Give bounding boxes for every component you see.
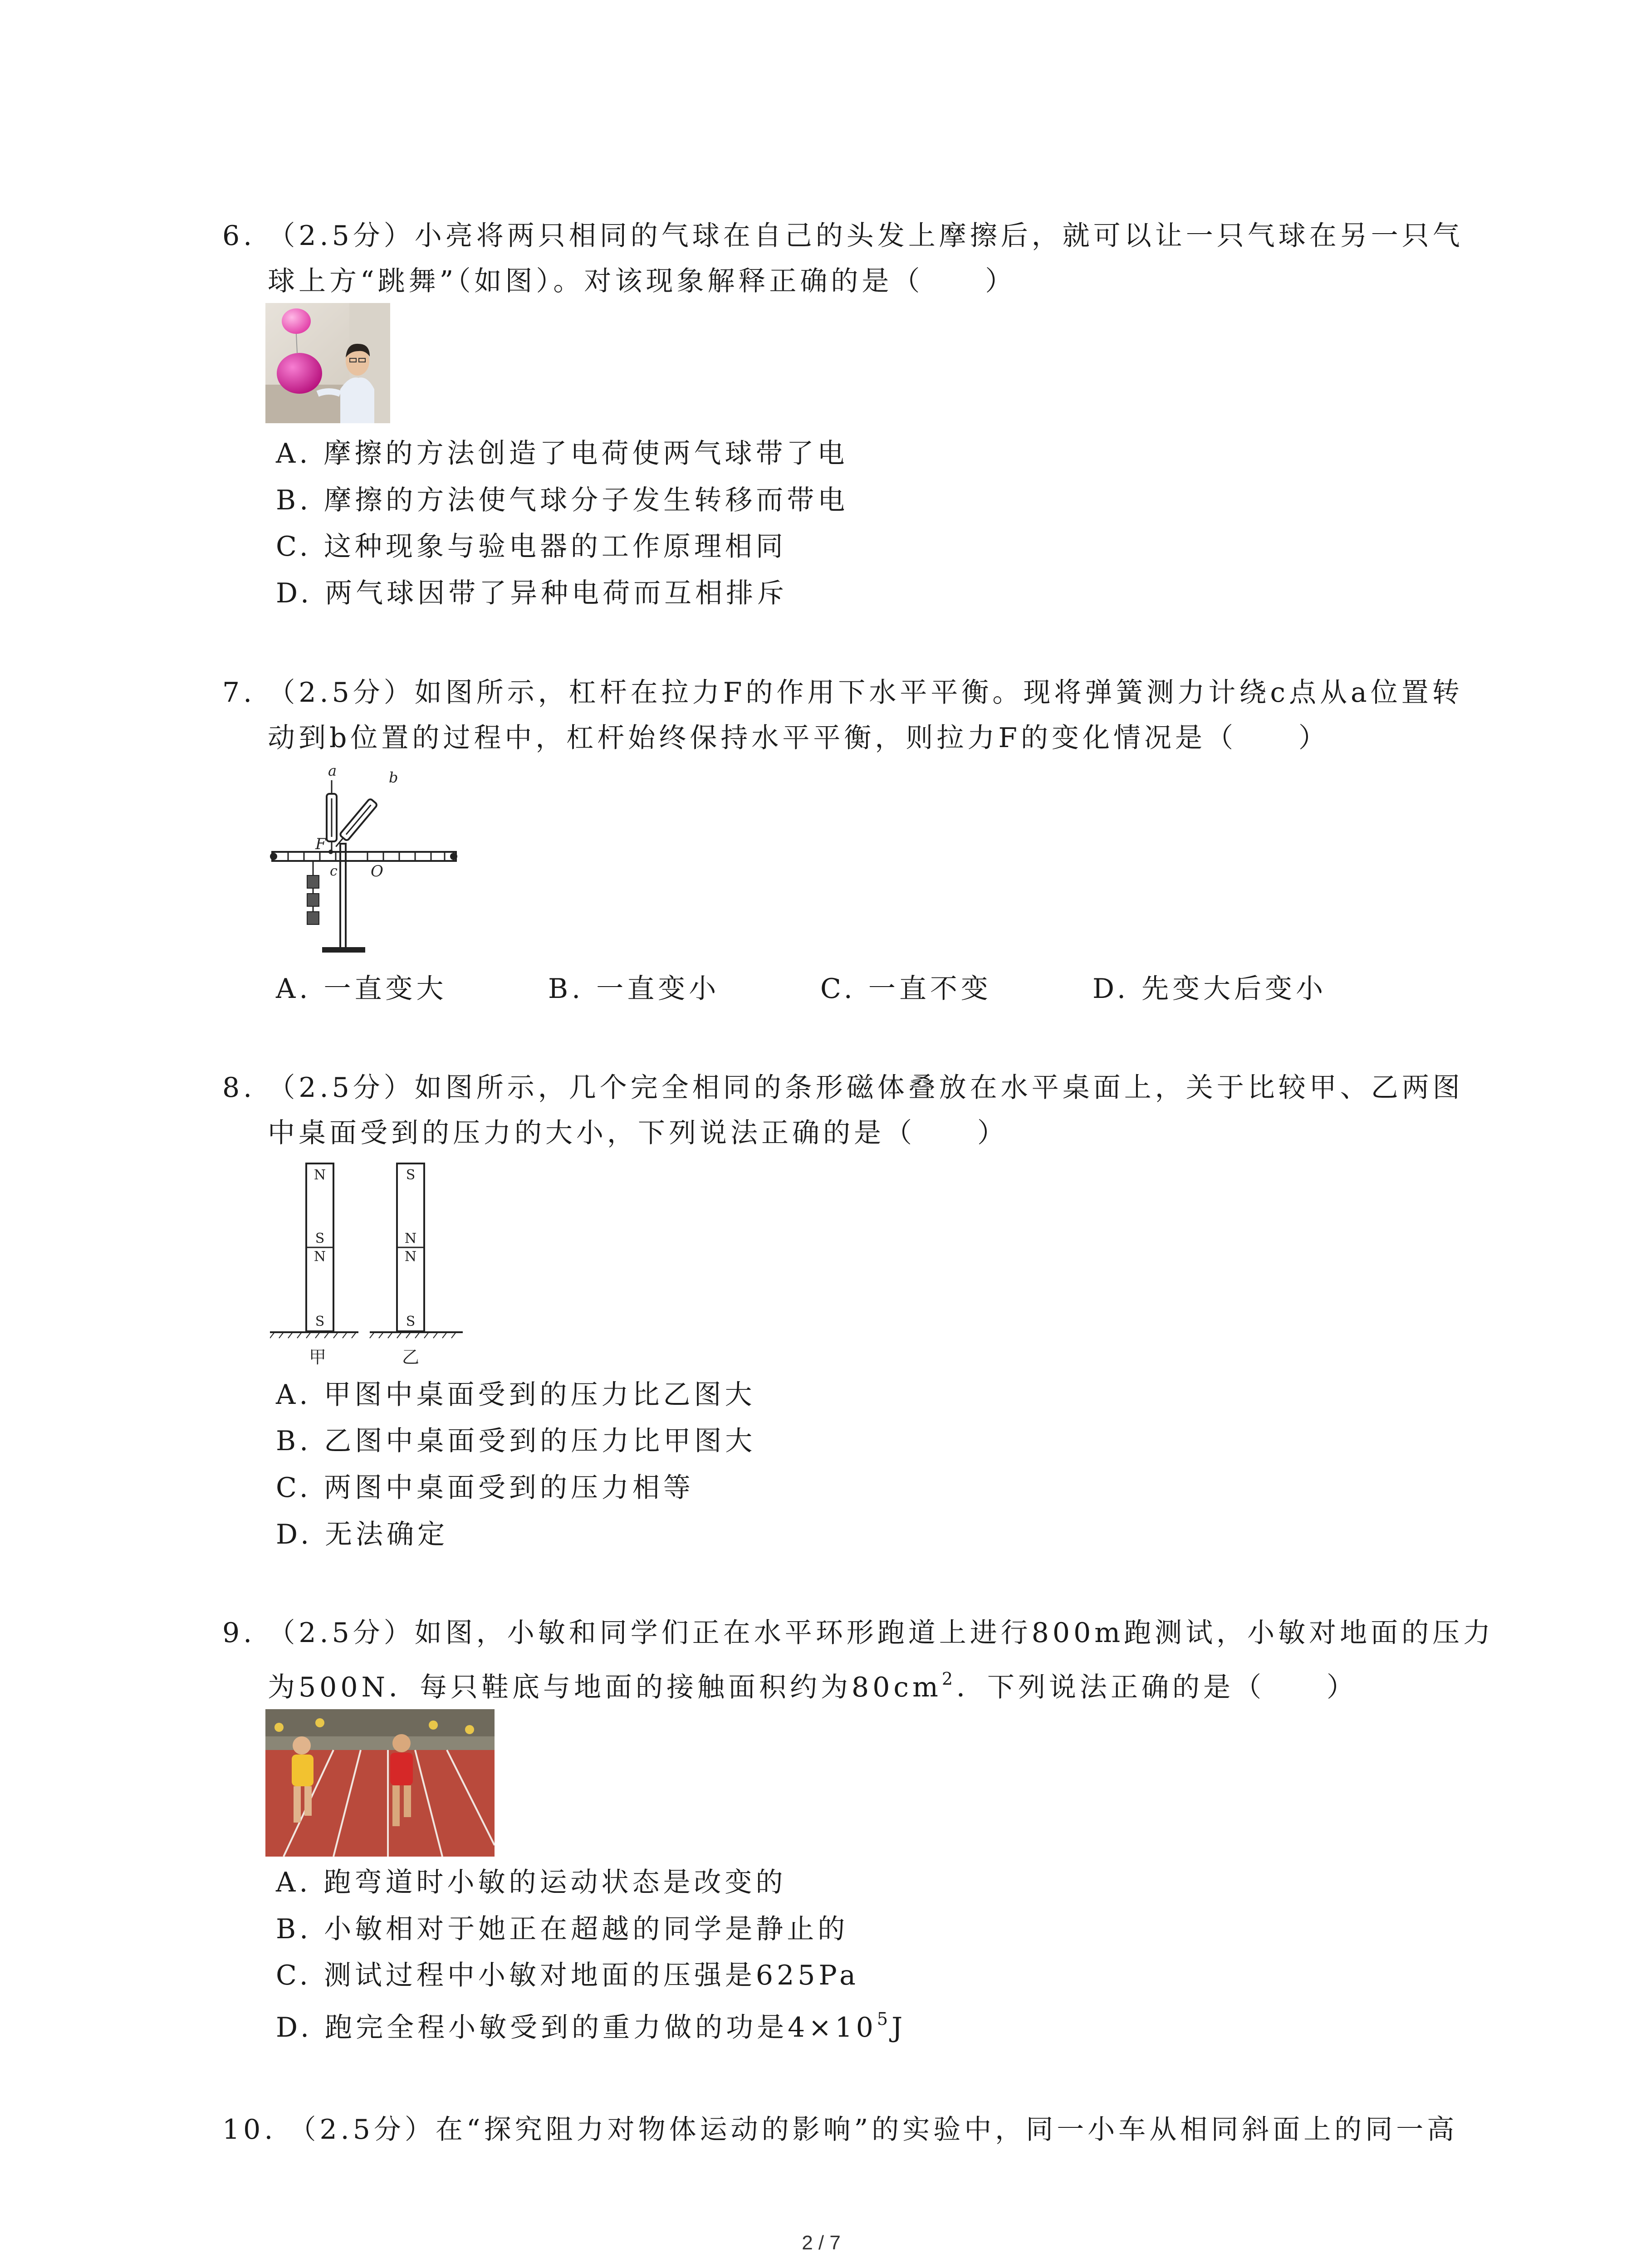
q8-stem-line1: 8. （2.5分）如图所示，几个完全相同的条形磁体叠放在水平桌面上，关于比较甲、乙两图 bbox=[222, 1072, 1464, 1104]
q6-stem-line2: 球上方“跳舞”（如图）。对该现象解释正确的是（ ） bbox=[268, 265, 1016, 297]
q7-option-b: B. 一直变小 bbox=[548, 973, 720, 1005]
q8-yi-pole-4: S bbox=[406, 1314, 416, 1330]
q10-stem-line1: 10. （2.5分）在“探究阻力对物体运动的影响”的实验中，同一小车从相同斜面上的同一高 bbox=[222, 2114, 1458, 2146]
q9-running-photo bbox=[265, 1709, 495, 1857]
q6-balloon-photo bbox=[265, 303, 390, 423]
q7-option-c: C. 一直不变 bbox=[820, 973, 992, 1005]
q6-stem-line1: 6. （2.5分）小亮将两只相同的气球在自己的头发上摩擦后，就可以让一只气球在另一只气 bbox=[222, 220, 1464, 252]
q7-option-a: A. 一直变大 bbox=[276, 973, 447, 1005]
q7-stem-line2: 动到b位置的过程中，杠杆始终保持水平平衡，则拉力F的变化情况是（ ） bbox=[268, 722, 1330, 754]
q7-label-f: F bbox=[315, 835, 326, 853]
q9-stem-line1: 9. （2.5分）如图，小敏和同学们正在水平环形跑道上进行800m跑测试，小敏对地面的压力 bbox=[222, 1617, 1494, 1649]
q7-label-o: O bbox=[371, 862, 383, 880]
q9-option-d-superscript: 5 bbox=[877, 2009, 892, 2029]
q8-jia-pole-3: N bbox=[314, 1249, 326, 1265]
q9-option-b: B. 小敏相对于她正在超越的同学是静止的 bbox=[276, 1913, 849, 1945]
q6-option-a: A. 摩擦的方法创造了电荷使两气球带了电 bbox=[276, 438, 848, 469]
q8-jia-pole-2: S bbox=[315, 1231, 325, 1246]
q7-label-b: b bbox=[389, 769, 398, 786]
q8-jia-pole-4: S bbox=[315, 1314, 325, 1330]
page-number: 2 / 7 bbox=[802, 2232, 841, 2254]
q8-jia-label: 甲 bbox=[309, 1347, 327, 1367]
q6-option-d: D. 两气球因带了异种电荷而互相排斥 bbox=[276, 577, 788, 609]
q7-stem-line1: 7. （2.5分）如图所示，杠杆在拉力F的作用下水平平衡。现将弹簧测力计绕c点从a位置转 bbox=[222, 677, 1463, 709]
q8-yi-pole-1: S bbox=[406, 1167, 416, 1183]
q9-stem-line2 bbox=[268, 1669, 1357, 1706]
q7-label-a: a bbox=[328, 762, 337, 779]
q6-option-c: C. 这种现象与验电器的工作原理相同 bbox=[276, 531, 787, 562]
q9-option-d-end: J bbox=[892, 2012, 906, 2043]
q9-option-d bbox=[276, 2009, 906, 2046]
q8-yi-pole-3: N bbox=[404, 1249, 417, 1265]
q7-option-d: D. 先变大后变小 bbox=[1092, 973, 1327, 1005]
q8-option-a: A. 甲图中桌面受到的压力比乙图大 bbox=[276, 1379, 756, 1411]
q8-magnet-diagram bbox=[270, 1159, 474, 1372]
q9-stem-line2-end: ．下列说法正确的是（ ） bbox=[956, 1672, 1358, 1703]
q6-option-b: B. 摩擦的方法使气球分子发生转移而带电 bbox=[276, 484, 849, 516]
q9-stem-superscript: 2 bbox=[941, 1669, 957, 1689]
q8-option-b: B. 乙图中桌面受到的压力比甲图大 bbox=[276, 1425, 756, 1457]
q8-option-d: D. 无法确定 bbox=[276, 1519, 449, 1550]
q8-jia-pole-1: N bbox=[314, 1167, 326, 1183]
q7-label-c: c bbox=[330, 863, 338, 879]
q9-option-a: A. 跑弯道时小敏的运动状态是改变的 bbox=[276, 1867, 787, 1898]
q9-stem-line2-text: 为500N．每只鞋底与地面的接触面积约为80cm bbox=[268, 1672, 942, 1703]
q8-yi-pole-2: N bbox=[404, 1231, 417, 1246]
q8-option-c: C. 两图中桌面受到的压力相等 bbox=[276, 1472, 694, 1504]
q9-option-c: C. 测试过程中小敏对地面的压强是625Pa bbox=[276, 1960, 859, 1991]
q7-lever-diagram bbox=[270, 762, 465, 962]
q8-yi-label: 乙 bbox=[402, 1347, 420, 1367]
q8-stem-line2: 中桌面受到的压力的大小，下列说法正确的是（ ） bbox=[268, 1117, 1008, 1149]
q9-option-d-text: D. 跑完全程小敏受到的重力做的功是4×10 bbox=[276, 2012, 877, 2043]
